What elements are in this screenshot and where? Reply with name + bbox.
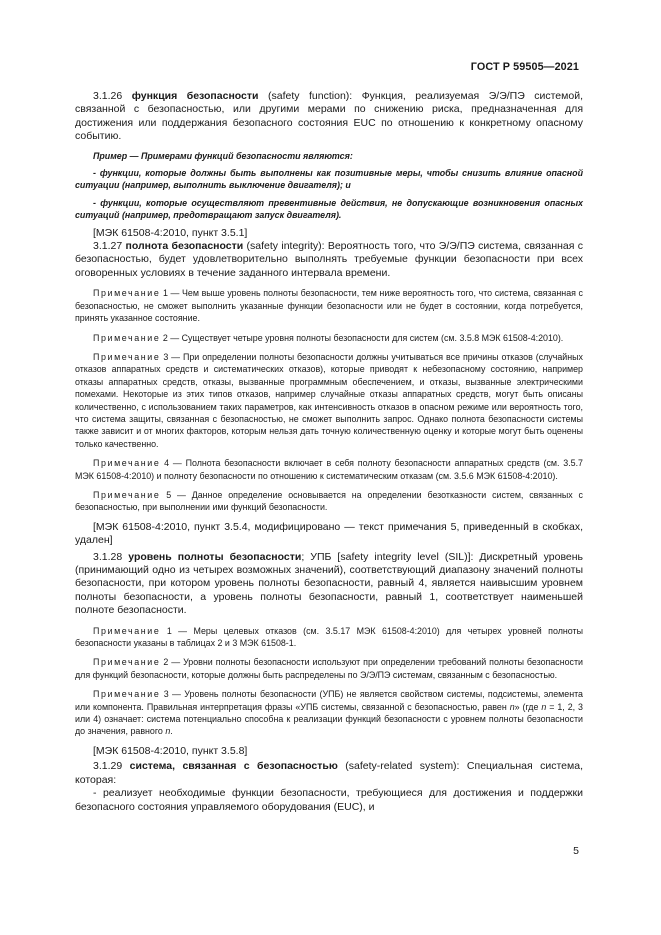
variable-n: n bbox=[509, 701, 515, 712]
term-definition: (safety function): Функция, реализуемая Э/Э/ПЭ системой, связанной с безопасностью, или другими мерами по снижению риска, предназначенная для достижения или поддержания безопасного состояния EUC по отношению к конкретному опасному событию. bbox=[75, 90, 583, 143]
term-name: уровень полноты безопасности bbox=[128, 550, 302, 563]
term-number: 3.1.27 bbox=[93, 240, 123, 253]
note bbox=[75, 489, 583, 514]
note-label: Примечание bbox=[93, 657, 161, 668]
term-3-1-28 bbox=[75, 551, 583, 618]
example-item: - функции, которые осуществляют превентивные действия, не допускающие возникновения опасных ситуаций (например, предотвращают запуск двигателя). bbox=[75, 197, 583, 221]
note bbox=[75, 351, 583, 450]
note-text: 3 — При определении полноты безопасности должны учитываться все причины отказов (случайных отказов аппаратных средств и систематических отказов), которые приводят к небезопасному состоянию, например отказы аппаратных средств, отказы, вызванные программным обеспечением, и отказы, вызванные электрическими помехами. Некоторые из этих типов отказов, например случайные отказы аппаратных средств, могут быть описаны количественно, с использованием таких параметров, как интенсивность отказов в опасном режиме или вероятность того, что система защиты, связанная с безопасностью, не сможет выполнить запрос. Однако полнота безопасности системы также зависит и от многих факторов, которым нельзя дать точную количественную оценку и которые могут быть оценены только качественно. bbox=[75, 351, 583, 449]
term-name: полнота безопасности bbox=[125, 240, 244, 253]
note bbox=[75, 656, 583, 681]
note-label: Примечание bbox=[93, 458, 161, 469]
note bbox=[75, 457, 583, 482]
example-intro: Пример — Примерами функций безопасности являются: bbox=[93, 150, 353, 161]
source-reference: [МЭК 61508-4:2010, пункт 3.5.4, модифицировано — текст примечания 5, приведенный в скобках, удален] bbox=[75, 520, 583, 547]
source-reference: [МЭК 61508-4:2010, пункт 3.5.8] bbox=[93, 744, 248, 757]
document-body bbox=[75, 90, 583, 814]
note-text: 2 — Существует четыре уровня полноты безопасности для систем (см. 3.5.8 МЭК 61508-4:2010). bbox=[162, 332, 564, 343]
note-text: 1 — Меры целевых отказов (см. 3.5.17 МЭК 61508-4:2010) для четырех уровней полноты безопасности указаны в таблицах 2 и 3 МЭК 61508-1. bbox=[75, 625, 583, 649]
note-text: . bbox=[170, 726, 173, 737]
page-number: 5 bbox=[573, 845, 579, 857]
note-text: 5 — Данное определение основывается на определении безотказности систем, связанных с безопасностью, при выполнении ими функций безопасности. bbox=[75, 489, 583, 513]
variable-n: n bbox=[165, 726, 171, 737]
term-number: 3.1.28 bbox=[93, 550, 123, 563]
standard-designation: ГОСТ Р 59505—2021 bbox=[470, 61, 579, 73]
note-label: Примечание bbox=[93, 625, 161, 636]
note bbox=[75, 287, 583, 324]
note bbox=[75, 625, 583, 650]
list-item: - реализует необходимые функции безопасности, требующиеся для достижения и поддержки безопасного состояния управляемого оборудования (EUC), и bbox=[75, 787, 583, 813]
term-3-1-26 bbox=[75, 90, 583, 144]
term-name: функция безопасности bbox=[131, 90, 259, 102]
note-text: 4 — Полнота безопасности включает в себя полноту безопасности аппаратных средств (см. 3.5.7 МЭК 61508-4:2010) и полноту безопасности по отношению к систематическим отказам (см. 3.5.6 МЭК 61508-4:2010). bbox=[75, 458, 583, 481]
note-text: » (где bbox=[514, 701, 542, 712]
note-text: 3 — Уровень полноты безопасности (УПБ) не является свойством системы, подсистемы, элемента или компонента. Правильная интерпретация фразы «УПБ системы, связанной с безопасностью, равен bbox=[75, 689, 583, 712]
term-3-1-27 bbox=[75, 240, 583, 280]
term-3-1-29 bbox=[75, 760, 583, 787]
note-text: = 1, 2, 3 или 4) означает: система потенциально способна к реализации функций безопасности с уровнем полноты безопасности до значения, равного bbox=[75, 701, 583, 737]
term-number: 3.1.29 bbox=[93, 760, 123, 773]
example-item: - функции, которые должны быть выполнены как позитивные меры, чтобы снизить влияние опасной ситуации (например, выполнить выключение двигателя); и bbox=[75, 168, 583, 191]
note-text: 1 — Чем выше уровень полноты безопасности, тем ниже вероятность того, что система, связанная с безопасностью, не сможет выполнить указанные функции безопасности или не будет в состоянии, когда потребуется, принять указанное состояние. bbox=[75, 288, 583, 324]
note-label: Примечание bbox=[93, 351, 161, 362]
term-name: система, связанная с безопасностью bbox=[129, 760, 338, 773]
source-reference: [МЭК 61508-4:2010, пункт 3.5.1] bbox=[93, 226, 248, 239]
note bbox=[75, 688, 583, 738]
note-label: Примечание bbox=[93, 489, 161, 500]
term-definition: (safety integrity): Вероятность того, что Э/Э/ПЭ система, связанная с безопасностью, будет удовлетворительно выполнять требуемые функции безопасности при всех оговоренных условиях в течение заданного интервала времени. bbox=[75, 240, 584, 279]
note bbox=[75, 332, 583, 344]
term-number: 3.1.26 bbox=[93, 90, 123, 102]
term-definition: (safety-related system): Специальная система, которая: bbox=[75, 760, 583, 786]
note-label: Примечание bbox=[93, 332, 161, 343]
term-definition: ; УПБ [safety integrity level (SIL)]: Дискретный уровень (принимающий одно из четырех возможных значений), соответствующий диапазону значений полноты безопасности, при котором уровень полноты безопасности, равный 4, является наивысшим уровнем полноты безопасности, а уровень полноты безопасности, равный 1, соответствует наименьшей полноте безопасности. bbox=[75, 550, 584, 617]
note-text: 2 — Уровни полноты безопасности используют при определении требований полноты безопасности для функций безопасности, которые должны быть распределены по Э/Э/ПЭ системам, связанным с безопасностью. bbox=[75, 657, 584, 680]
note-label: Примечание bbox=[93, 288, 161, 299]
variable-n: n bbox=[541, 701, 547, 712]
note-label: Примечание bbox=[93, 689, 161, 700]
